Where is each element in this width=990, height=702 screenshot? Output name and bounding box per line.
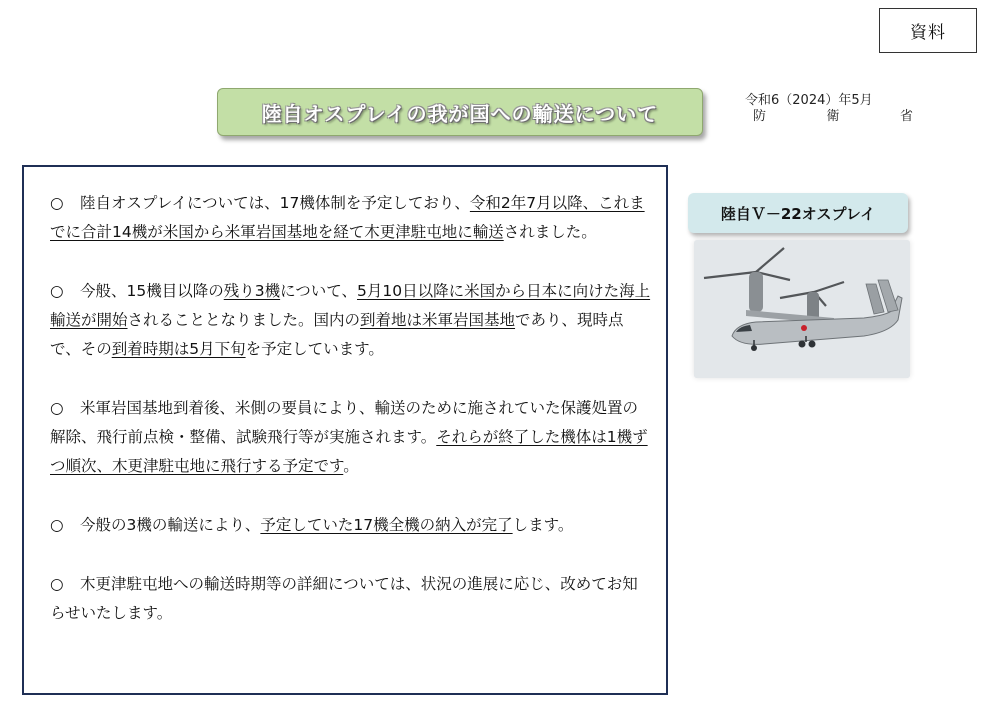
underlined-text: それらが終了した機体は1機ずつ順次、木更津駐屯地に飛行する予定です xyxy=(50,428,648,475)
paragraph-text: 今般の3機の輸送により、 xyxy=(80,516,261,534)
paragraph xyxy=(50,570,652,628)
paragraph-text: を予定しています。 xyxy=(245,340,384,358)
osprey-aircraft-icon xyxy=(694,240,910,378)
underlined-text: 令和2年7月以降、これまでに合計14機が米国から米軍岩国基地を経て木更津駐屯地に輸送 xyxy=(50,194,645,241)
bullet-circle-icon: ○ xyxy=(50,399,64,417)
paragraph-text: であり、現時点で、その xyxy=(50,311,624,358)
paragraph-text: されました。 xyxy=(503,223,597,241)
underlined-text: 到着時期は5月下旬 xyxy=(111,340,246,358)
document-label: 資料 xyxy=(879,8,977,53)
paragraph-text: 今般、15機目以降の xyxy=(80,282,224,300)
underlined-text: 到着地は米軍岩国基地 xyxy=(360,311,516,329)
underlined-text: 残り3機 xyxy=(223,282,281,300)
osprey-aircraft-photo xyxy=(694,240,910,378)
paragraph-text: について、 xyxy=(280,282,357,300)
ministry-name xyxy=(745,109,915,125)
paragraph-text: 。 xyxy=(343,457,359,475)
ministry-char: 省 xyxy=(899,109,913,124)
paragraph-text: 木更津駐屯地への輸送時期等の詳細については、状況の進展に応じ、改めてお知らせいたします。 xyxy=(50,575,638,622)
page-title: 陸自オスプレイの我が国への輸送について xyxy=(217,88,703,136)
photo-caption: 陸自Ｖ－22オスプレイ xyxy=(688,193,908,233)
underlined-text: 予定していた17機全機の納入が完了 xyxy=(260,516,513,534)
bullet-circle-icon: ○ xyxy=(50,194,64,212)
paragraph xyxy=(50,394,652,481)
paragraph xyxy=(50,511,652,540)
ministry-char: 防 xyxy=(753,109,767,124)
paragraph xyxy=(50,277,652,364)
paragraph xyxy=(50,189,652,247)
content-box xyxy=(22,165,668,695)
bullet-circle-icon: ○ xyxy=(50,282,64,300)
paragraph-text: します。 xyxy=(512,516,574,534)
paragraph-text: 陸自オスプレイについては、17機体制を予定しており、 xyxy=(80,194,470,212)
ministry-char: 衛 xyxy=(826,109,840,124)
underlined-text: 5月10日以降に米国から日本に向けた海上輸送が開始 xyxy=(50,282,651,329)
date-text: 令和6（2024）年5月 xyxy=(745,93,873,108)
paragraph-text: されることとなりました。国内の xyxy=(127,311,361,329)
date-block xyxy=(745,93,915,125)
bullet-circle-icon: ○ xyxy=(50,575,64,593)
bullet-circle-icon: ○ xyxy=(50,516,64,534)
paragraph-text: 米軍岩国基地到着後、米側の要員により、輸送のために施されていた保護処置の解除、飛行前点検・整備、試験飛行等が実施されます。 xyxy=(50,399,639,446)
